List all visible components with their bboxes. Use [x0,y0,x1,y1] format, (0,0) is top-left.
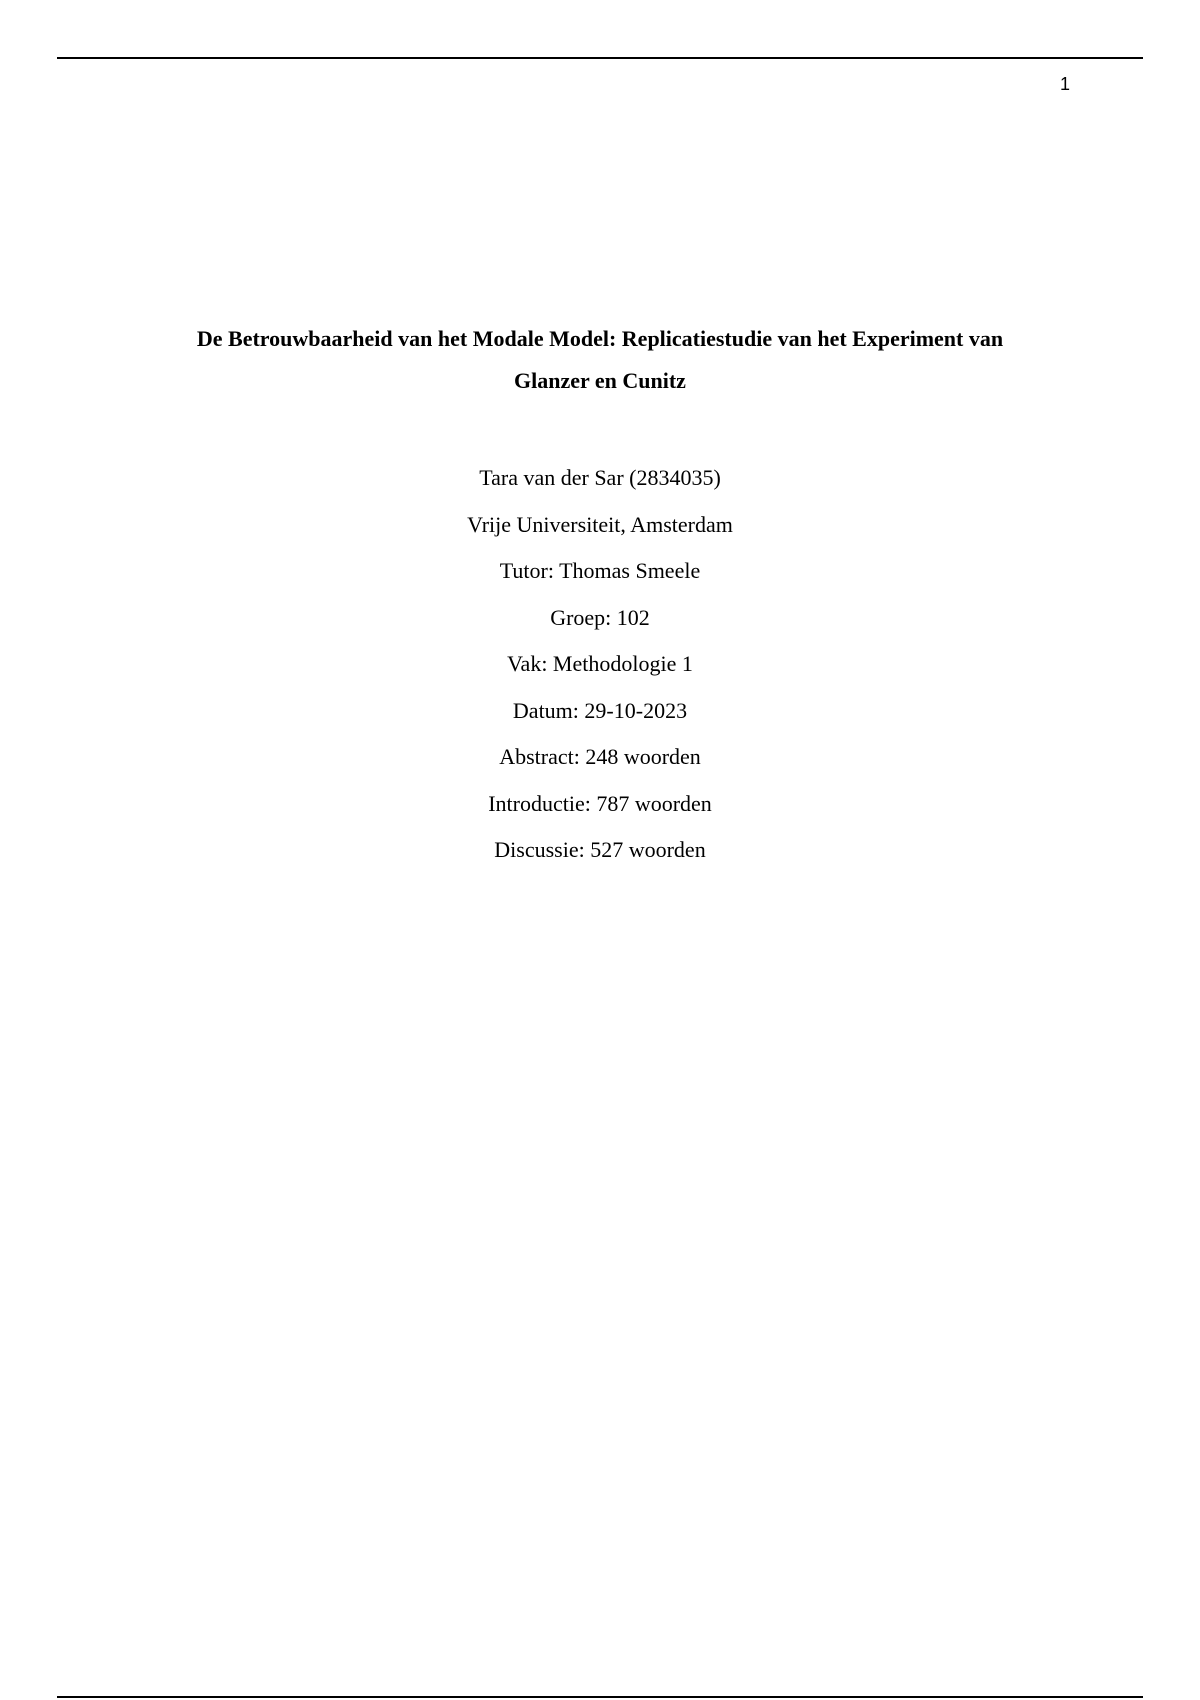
date: Datum: 29-10-2023 [512,697,688,723]
institution: Vrije Universiteit, Amsterdam [467,511,733,537]
title-block [100,318,1100,402]
discussion-word-count: Discussie: 527 woorden [494,837,706,862]
page-number: 1 [1059,74,1070,94]
course: Vak: Methodologie 1 [507,651,693,676]
header-rule [57,57,1143,59]
group: Groep: 102 [550,604,650,630]
title-line-2: Glanzer en Cunitz [514,368,686,393]
footer-rule [57,1696,1143,1698]
title-line-1: De Betrouwbaarheid van het Modale Model: Replicatiestudie van het Experiment van [196,326,1004,351]
page-title [100,318,1100,402]
introduction-word-count: Introductie: 787 woorden [488,790,712,816]
author-name: Tara van der Sar (2834035) [479,465,721,490]
tutor: Tutor: Thomas Smeele [499,558,701,583]
abstract-word-count: Abstract: 248 woorden [499,744,701,769]
author-info [100,455,1100,874]
